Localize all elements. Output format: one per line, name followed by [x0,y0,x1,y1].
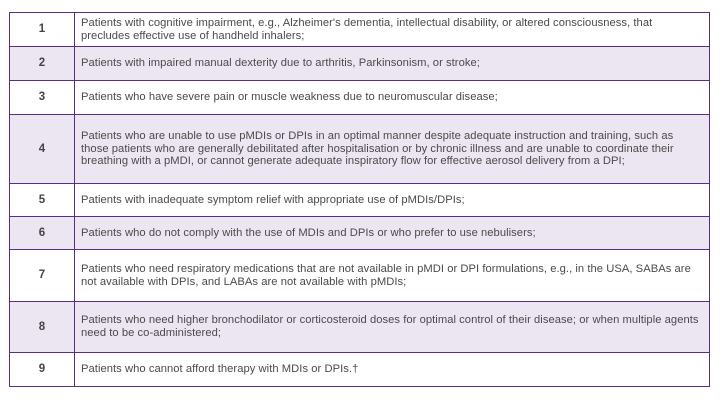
row-number: 4 [10,115,75,184]
row-number: 9 [10,353,75,387]
table-row [10,217,710,250]
row-description: Patients who have severe pain or muscle weakness due to neuromuscular disease; [75,81,710,115]
table-row [10,184,710,217]
indications-table [9,12,710,387]
table-row [10,353,710,387]
indications-table-container [9,12,710,387]
row-description: Patients with inadequate symptom relief with appropriate use of pMDIs/DPIs; [75,184,710,217]
row-description: Patients who are unable to use pMDIs or DPIs in an optimal manner despite adequate instruction and training, such as those patients who are generally debilitated after hospitalisation or by chronic illness and are unable to coordinate their breathing with a pMDI, or cannot generate adequate inspiratory flow for effective aerosol delivery from a DPI; [75,115,710,184]
row-number: 8 [10,302,75,353]
row-description: Patients with impaired manual dexterity due to arthritis, Parkinsonism, or stroke; [75,47,710,81]
row-description: Patients who cannot afford therapy with MDIs or DPIs.† [75,353,710,387]
table-row [10,13,710,47]
row-number: 7 [10,250,75,302]
row-number: 2 [10,47,75,81]
row-description: Patients who need respiratory medications that are not available in pMDI or DPI formulations, e.g., in the USA, SABAs are not available with DPIs, and LABAs are not available with pMDIs; [75,250,710,302]
row-number: 5 [10,184,75,217]
row-description: Patients who do not comply with the use of MDIs and DPIs or who prefer to use nebulisers; [75,217,710,250]
table-row [10,115,710,184]
table-row [10,250,710,302]
table-row [10,47,710,81]
row-description: Patients who need higher bronchodilator or corticosteroid doses for optimal control of their disease; or when multiple agents need to be co-administered; [75,302,710,353]
table-row [10,81,710,115]
row-number: 3 [10,81,75,115]
row-description: Patients with cognitive impairment, e.g., Alzheimer's dementia, intellectual disability, or altered consciousness, that precludes effective use of handheld inhalers; [75,13,710,47]
row-number: 1 [10,13,75,47]
table-row [10,302,710,353]
row-number: 6 [10,217,75,250]
